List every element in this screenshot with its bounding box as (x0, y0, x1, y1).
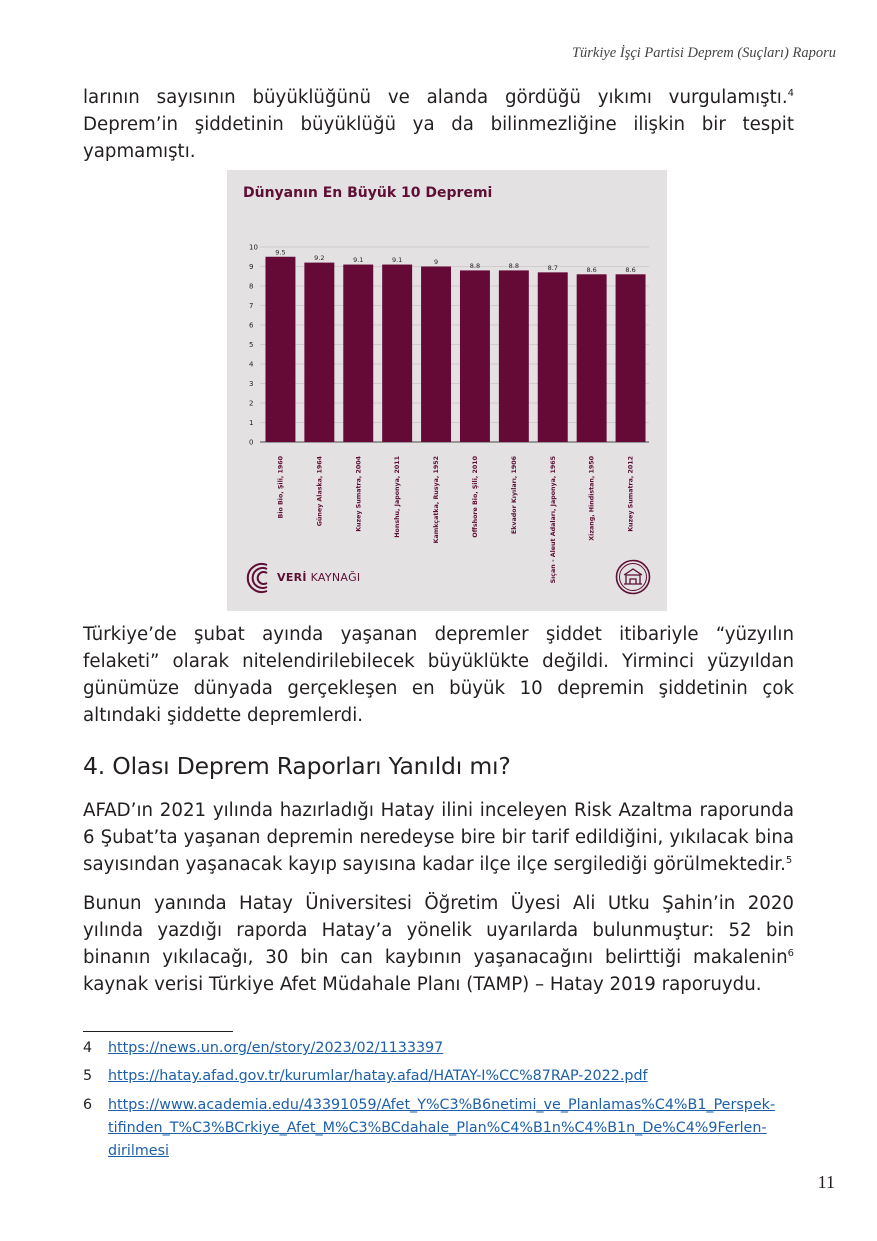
chart-bar (499, 270, 529, 442)
x-tick-label: Xizang, Hindistan, 1950 (588, 456, 596, 541)
veri-kaynagi-logo (243, 560, 361, 596)
chart-bar (577, 274, 607, 442)
x-tick-label: Kuzey Sumatra, 2004 (355, 456, 363, 532)
bar-chart (227, 170, 667, 611)
y-tick-label: 3 (249, 380, 254, 388)
signal-logo-icon (243, 560, 277, 596)
y-tick-label: 4 (249, 360, 254, 369)
chart-bar (421, 267, 451, 443)
bar-value-label: 9.1 (353, 256, 364, 265)
y-tick-label: 10 (249, 243, 258, 252)
chart-bar (382, 265, 412, 442)
y-tick-label: 9 (249, 263, 254, 271)
paragraph-text: larının sayısının büyüklüğünü ve alanda gördüğü yıkımı vurgulamıştı. (83, 87, 788, 108)
footnote-ref-5[interactable]: 5 (785, 855, 793, 866)
bar-value-label: 9.1 (391, 256, 403, 265)
y-tick-label: 2 (249, 399, 254, 408)
footnote-number: 4 (83, 1040, 93, 1056)
section-title: 4. Olası Deprem Raporları Yanıldı mı? (83, 752, 511, 780)
footnote-link[interactable]: https://news.un.org/en/story/2023/02/1133397 (108, 1040, 444, 1056)
paragraph-hatay-report (83, 890, 794, 998)
x-tick-label: Kuzey Sumatra, 2012 (627, 456, 635, 532)
chart-bar (343, 265, 373, 442)
y-tick-label: 6 (249, 321, 254, 330)
x-tick-label: Offshore Bio, Şili, 2010 (471, 456, 479, 538)
bar-value-label: 8.8 (469, 261, 481, 270)
bar-value-label: 9.2 (314, 254, 325, 263)
footnote-divider (83, 1031, 233, 1032)
y-tick-label: 1 (249, 419, 254, 427)
y-tick-label: 8 (249, 282, 254, 291)
paragraph-comparison: Türkiye’de şubat ayında yaşanan depremler şiddet itibariyle “yüzyılın felaketi” olarak nitelendirilebilecek büyüklükte değildi. Yirminci yüzyıldan günümüze dünyada gerçekleşen en büyük 10 depremin şiddetinin çok altındaki şiddette depremlerdi. (83, 624, 794, 726)
footnote-link[interactable]: https://hatay.afad.gov.tr/kurumlar/hatay.afad/HATAY-I%CC%87RAP-2022.pdf (108, 1068, 648, 1084)
x-tick-label: Güney Alaska, 1964 (316, 456, 324, 527)
x-tick-label: Sıçan - Aleut Adaları, Japonya, 1965 (549, 456, 557, 584)
chart-title: Dünyanın En Büyük 10 Depremi (243, 185, 493, 201)
y-tick-label: 5 (249, 341, 254, 349)
bar-value-label: 8.7 (547, 263, 558, 272)
paragraph-text: Deprem’in şiddetinin büyüklüğü ya da bilinmezliğine ilişkin bir tespit yapmamıştı. (83, 114, 794, 162)
x-tick-label: Honshu, Japonya, 2011 (394, 456, 402, 538)
chart-bar (616, 274, 646, 442)
chart-bar (265, 257, 295, 442)
y-tick-label: 7 (249, 302, 254, 310)
footnote-number: 5 (83, 1068, 93, 1084)
building-emblem-icon (615, 559, 651, 595)
page-number: 11 (817, 1172, 835, 1192)
bar-value-label: 8.6 (625, 265, 636, 274)
paragraph-text: Bunun yanında Hatay Üniversitesi Öğretim Üyesi Ali Utku Şahin’in 2020 yılında yazdığı raporda Hatay’a yönelik uyarılarda bulunmuştur: 52 bin binanın yıkılacağı, 30 bin can kaybının yaşanacağını belirttiği makalenin (83, 893, 794, 968)
earthquake-chart-figure (227, 170, 667, 611)
paragraph-text: kaynak verisi Türkiye Afet Müdahale Planı (TAMP) – Hatay 2019 raporuydu. (83, 974, 762, 995)
footnote-link[interactable]: https://www.academia.edu/43391059/Afet_Y%C3%B6netimi_ve_Planlamas%C4%B1_Perspek- tifinden_T%C3%BCrkiye_Afet_M%C3%BCdahale_Plan%C4%B1n%C4%B1n_De%C4%9Ferlen- dirilmesi (108, 1097, 776, 1159)
footnote-ref-4[interactable]: 4 (787, 88, 794, 99)
running-header: Türkiye İşçi Partisi Deprem (Suçları) Raporu (571, 45, 836, 61)
bar-value-label: 8.6 (586, 265, 597, 274)
footnote-number: 6 (83, 1097, 93, 1113)
chart-bar (460, 270, 490, 442)
x-tick-label: Ekvador Kıyıları, 1906 (510, 456, 518, 535)
paragraph-afad (83, 797, 794, 878)
chart-bar (304, 263, 334, 442)
bar-value-label: 9.5 (275, 248, 286, 257)
y-tick-label: 0 (249, 438, 254, 447)
logo-text: VERİ KAYNAĞI (277, 571, 361, 584)
paragraph-intro (83, 84, 794, 165)
bar-value-label: 8.8 (508, 261, 520, 270)
bar-value-label: 9 (433, 258, 439, 266)
x-tick-label: Bio Bio, Şili, 1960 (277, 456, 285, 519)
footnote-ref-6[interactable]: 6 (787, 948, 794, 959)
chart-bar (538, 272, 568, 442)
x-tick-label: Kamkçatka, Rusya, 1952 (433, 456, 441, 544)
paragraph-text: AFAD’ın 2021 yılında hazırladığı Hatay ilini inceleyen Risk Azaltma raporunda 6 Şubat’ta yaşanan depremin neredeyse bire bir tarif edildiğini, yıkılacak bina sayısından yaşanacak kayıp sayısına kadar ilçe ilçe sergilediği görülmektedir. (83, 800, 794, 875)
